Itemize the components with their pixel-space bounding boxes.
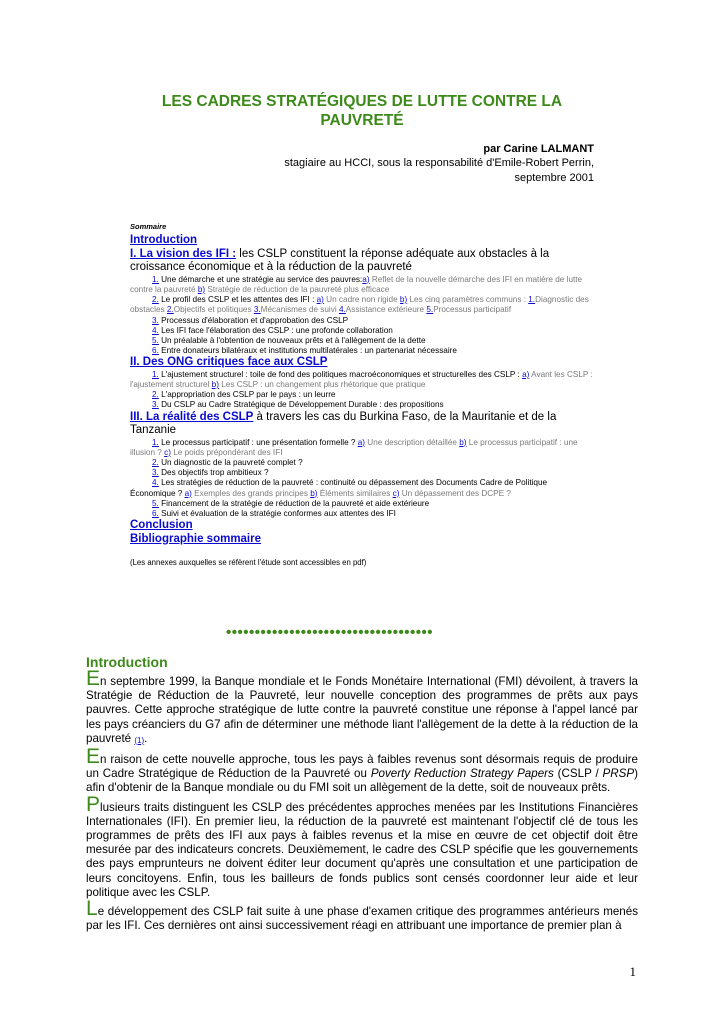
toc-item bbox=[130, 346, 594, 356]
toc-item-text: Une démarche et une stratégie au service des pauvres: bbox=[158, 274, 363, 284]
toc-subitem-text: Les cinq paramètres communs : bbox=[407, 295, 529, 305]
annex-note: (Les annexes auxquelles se réfèrent l'étude sont accessibles en pdf) bbox=[130, 558, 367, 568]
toc-subitem-text: Le poids prépondérant des IFI bbox=[170, 447, 283, 457]
toc-item-number-link[interactable]: 4. bbox=[152, 478, 159, 488]
paragraph-1 bbox=[86, 667, 638, 748]
paragraph-text: lusieurs traits distinguent les CSLP des précédentes approches menées par les Institutions Financières Internationales (IFI). En premier lieu, la réduction de la pauvreté est maintenant l'objectif clé de tous les programmes de prêts des IFI aux pays à faibles revenus et la mise en œuvre de cet objectif doit être mesurée par des indicateurs concrets. Deuxièmement, le cadre des CSLP spécifie que les gouvernements des pays emprunteurs ne doivent éditer leur document qu'après une consultation et une participation de leurs concitoyens. Enfin, tous les bailleurs de fonds publics sont censés coordonner leur aide et leur politique avec les CSLP. bbox=[86, 800, 638, 899]
paragraph-4 bbox=[86, 897, 638, 933]
toc-section-3-rest: à travers les cas du Burkina Faso, de la Mauritanie et de la Tanzanie bbox=[130, 410, 557, 437]
document-date: septembre 2001 bbox=[514, 171, 594, 184]
footnote-link[interactable]: (1) bbox=[134, 735, 145, 745]
toc-item-text: Un diagnostic de la pauvreté complet ? bbox=[158, 458, 303, 468]
page-number: 1 bbox=[629, 964, 636, 979]
toc-subitem-text: Stratégie de réduction de la pauvreté plus efficace bbox=[205, 284, 390, 294]
toc-subitem-link[interactable]: a) bbox=[357, 437, 366, 447]
toc-item-number-link[interactable]: 2. bbox=[152, 390, 159, 400]
toc-subitem-text: Le processus participatif : une illusion ? bbox=[130, 437, 578, 457]
toc-subitem-text: Un cadre non rigide bbox=[323, 295, 400, 305]
toc-item-number-link[interactable]: 2. bbox=[152, 458, 159, 468]
toc-section-2-items bbox=[130, 370, 594, 411]
toc-link-introduction[interactable]: Introduction bbox=[130, 234, 198, 247]
italic-term: PRSP bbox=[602, 767, 635, 781]
toc-item-number-link[interactable]: 5. bbox=[152, 498, 159, 508]
toc-label: Sommaire bbox=[130, 222, 167, 231]
toc-subitem-text: Assistance extérieure bbox=[345, 305, 427, 315]
drop-cap: E bbox=[86, 745, 101, 769]
toc-item-number-link[interactable]: 1. bbox=[152, 437, 159, 447]
toc-subitem-link[interactable]: b) bbox=[310, 488, 318, 498]
toc-subitem-link[interactable]: b) bbox=[197, 284, 206, 294]
toc-subitem-text: Diagnostic des obstacles bbox=[130, 295, 589, 315]
toc-item-number-link[interactable]: 3. bbox=[152, 315, 159, 325]
toc-item bbox=[130, 478, 594, 498]
toc-item-number-link[interactable]: 3. bbox=[152, 400, 159, 410]
toc-item bbox=[130, 336, 594, 346]
drop-cap: E bbox=[86, 667, 101, 690]
toc-item bbox=[130, 275, 594, 295]
author-block bbox=[284, 142, 594, 185]
toc-subitem-text: Processus participatif bbox=[433, 305, 512, 315]
toc-item-text: Les stratégies de réduction de la pauvreté : continuité ou dépassement des Documents Cadre de Politique Économique ? bbox=[130, 478, 548, 498]
toc-item-text: Entre donateurs bilatéraux et institutions multilatérales : un partenariat nécessaire bbox=[158, 346, 457, 356]
toc-item-text: Financement de la stratégie de réduction de la pauvreté et aide extérieure bbox=[158, 498, 430, 508]
toc-item-text: Des objectifs trop ambitieux ? bbox=[158, 468, 269, 478]
toc-item bbox=[130, 326, 594, 336]
toc-subitem-text: Avant les CSLP : l'ajustement structurel bbox=[130, 369, 593, 390]
toc-item bbox=[130, 390, 594, 400]
drop-cap: P bbox=[86, 792, 101, 816]
toc-bibliography bbox=[130, 533, 594, 547]
toc-subitem-link[interactable]: a) bbox=[184, 488, 192, 498]
italic-term: Poverty Reduction Strategy Papers bbox=[370, 767, 554, 781]
toc-item bbox=[130, 468, 594, 478]
toc-item-text: Le processus participatif : une présentation formelle ? bbox=[158, 437, 358, 447]
paragraph-text: n septembre 1999, la Banque mondiale et le Fonds Monétaire International (FMI) dévoilent, à travers la Stratégie de Réduction de la Pauvreté, leur nouvelle conception des programmes de prêts aux pays pauvres. Cette approche stratégique de lutte contre la pauvreté constitue une réponse à l'appel lancé par les pays créanciers du G7 afin de déterminer une méthode liant l'allègement de la dette à la réduction de la pauvreté bbox=[86, 675, 638, 745]
toc-item-text: Le profil des CSLP et les attentes des IFI : bbox=[158, 295, 317, 305]
toc-item-text: Les IFI face l'élaboration des CSLP : une profonde collaboration bbox=[158, 325, 393, 335]
toc-subitem-text: Les CSLP : un changement plus rhétorique que pratique bbox=[218, 380, 426, 390]
toc-subitem-link[interactable]: c) bbox=[392, 488, 400, 498]
toc-subitem-link[interactable]: 2. bbox=[166, 305, 174, 315]
toc-item-number-link[interactable]: 1. bbox=[152, 369, 159, 379]
toc-section-1-rest: les CSLP constituent la réponse adéquate aux obstacles à la croissance économique et à la réduction de la pauvreté bbox=[130, 247, 550, 274]
toc-subitem-link[interactable]: b) bbox=[399, 295, 408, 305]
toc-subitem-text: Objectifs et politiques bbox=[173, 305, 254, 315]
toc-item bbox=[130, 370, 594, 390]
toc-subitem-link[interactable]: 5. bbox=[426, 305, 434, 315]
introduction-heading: Introduction bbox=[86, 654, 168, 670]
toc-item-number-link[interactable]: 3. bbox=[152, 468, 159, 478]
toc-subitem-link[interactable]: a) bbox=[522, 369, 530, 379]
toc-item bbox=[130, 316, 594, 326]
toc-item bbox=[130, 458, 594, 468]
paragraph-text-end: ) afin d'obtenir de la Banque mondiale ou du FMI soit un allègement de la dette, soit de nouveaux prêts. bbox=[86, 767, 638, 795]
toc-item-number-link[interactable]: 1. bbox=[152, 274, 159, 284]
toc-item bbox=[130, 438, 594, 458]
toc-subitem-text: Une description détaillée bbox=[365, 437, 460, 447]
toc-item-text: Un préalable à l'obtention de nouveaux prêts et à l'allègement de la dette bbox=[158, 335, 426, 345]
paragraph-text-end: . bbox=[144, 731, 148, 745]
toc-link-section-3[interactable]: III. La réalité des CSLP bbox=[130, 410, 254, 423]
toc-subitem-text: Éléments similaires bbox=[317, 488, 393, 498]
toc-item-text: L'appropriation des CSLP par le pays : un leurre bbox=[158, 390, 336, 400]
toc-link-bibliography[interactable]: Bibliographie sommaire bbox=[130, 532, 262, 545]
toc-section-1-items bbox=[130, 275, 594, 357]
toc-item-text: L'ajustement structurel : toile de fond des politiques macroéconomiques et structurelles des CSLP : bbox=[158, 369, 523, 379]
toc-item-number-link[interactable]: 5. bbox=[152, 335, 159, 345]
toc-subitem-text: Mécanismes de suivi bbox=[260, 305, 339, 315]
toc-subitem-text: Exemples des grands principes bbox=[191, 488, 311, 498]
toc-subitem-link[interactable]: 4. bbox=[338, 305, 346, 315]
toc-item-text: Processus d'élaboration et d'approbation des CSLP bbox=[158, 315, 349, 325]
toc-subitem-link[interactable]: b) bbox=[459, 437, 467, 447]
toc-item-text: Du CSLP au Cadre Stratégique de Développement Durable : des propositions bbox=[158, 400, 444, 410]
toc-link-section-1[interactable]: I. La vision des IFI : bbox=[130, 247, 237, 260]
toc-item-number-link[interactable]: 2. bbox=[152, 295, 159, 305]
toc-link-section-2[interactable]: II. Des ONG critiques face aux CSLP bbox=[130, 356, 328, 369]
toc-section-1 bbox=[130, 248, 594, 275]
toc-item-number-link[interactable]: 6. bbox=[152, 346, 159, 356]
toc-subitem-link[interactable]: a) bbox=[362, 274, 370, 284]
author-affiliation: stagiaire au HCCI, sous la responsabilité d'Emile-Robert Perrin, bbox=[284, 157, 594, 170]
toc-subitem-text: Reflet de la nouvelle démarche des IFI en matière de lutte contre la pauvreté bbox=[130, 274, 583, 294]
toc-section-3-items bbox=[130, 438, 594, 520]
toc-subitem-link[interactable]: 1. bbox=[528, 295, 536, 305]
toc-section-2 bbox=[130, 356, 594, 370]
table-of-contents bbox=[130, 222, 594, 568]
paragraph-text: e développement des CSLP fait suite à une phase d'examen critique des programmes antérieurs menés par les IFI. Ces dernières ont ainsi successivement réagi en attribuant une importance de premier plan à bbox=[86, 905, 638, 933]
toc-subitem-link[interactable]: b) bbox=[211, 380, 219, 390]
toc-item bbox=[130, 400, 594, 410]
toc-link-conclusion[interactable]: Conclusion bbox=[130, 519, 193, 532]
drop-cap: L bbox=[86, 897, 98, 921]
toc-section-3 bbox=[130, 411, 594, 438]
toc-item-number-link[interactable]: 4. bbox=[152, 325, 159, 335]
toc-item bbox=[130, 509, 594, 519]
introduction-section bbox=[86, 654, 638, 935]
toc-subitem-link[interactable]: c) bbox=[164, 447, 171, 457]
toc-item bbox=[130, 295, 594, 315]
toc-subitem-link[interactable]: a) bbox=[316, 295, 324, 305]
author-name: par Carine LALMANT bbox=[483, 143, 594, 155]
toc-introduction bbox=[130, 234, 594, 248]
toc-conclusion bbox=[130, 519, 594, 533]
document-title: LES CADRES STRATÉGIQUES DE LUTTE CONTRE LA PAUVRETÉ bbox=[161, 93, 563, 129]
paragraph-2 bbox=[86, 745, 638, 796]
toc-subitem-text: Un dépassement des DCPE ? bbox=[399, 488, 511, 498]
toc-item-number-link[interactable]: 6. bbox=[152, 509, 159, 519]
section-separator: •••••••••••••••••••••••••••••••••••• bbox=[226, 624, 434, 641]
toc-item bbox=[130, 499, 594, 509]
toc-item-text: Suivi et évaluation de la stratégie conformes aux attentes des IFI bbox=[158, 509, 396, 519]
toc-subitem-link[interactable]: 3. bbox=[253, 305, 261, 315]
paragraph-text-mid: (CSLP / bbox=[553, 767, 603, 781]
paragraph-text: n raison de cette nouvelle approche, tous les pays à faibles revenus sont désormais requis de produire un Cadre Stratégique de Réduction de la Pauvreté ou bbox=[86, 753, 638, 781]
paragraph-3 bbox=[86, 792, 638, 900]
